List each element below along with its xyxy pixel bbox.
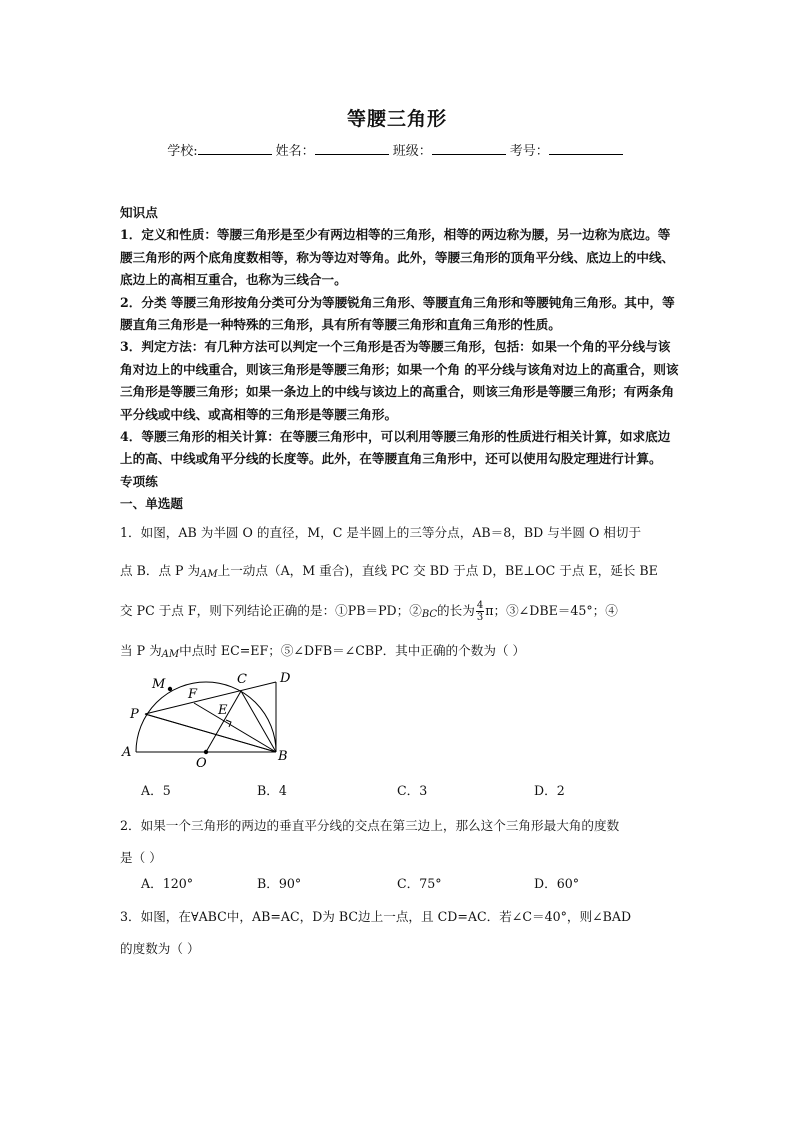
class-blank[interactable]: [432, 142, 506, 155]
q1-line-1: 1．如图，AB 为半圆 O 的直径，M，C 是半圆上的三等分点，AB＝8，BD 与半圆 O 相切于: [120, 525, 642, 540]
name-label: 姓名：: [275, 144, 315, 159]
q1-line-2: 点 B．点 P 为AM上一动点（A，M 重合)，直线 PC 交 BD 于点 D，BE⊥OC 于点 E，延长 BE: [120, 552, 680, 592]
knowledge-item-3: 3．判定方法：有几种方法可以判定一个三角形是否为等腰三角形，包括：如果一个角的平分线与该角对边上的中线重合，则该三角形是等腰三角形；如果一个角 的平分线与该角对边上的高重合，则该三角形是等腰三角形；如果一条边上的中线与该边上的高重合，则该三角形是等腰三角形；有两条角平分线或中线、或高相等的三角形是等腰三角形。: [120, 339, 679, 422]
q2-option-c[interactable]: C．75°: [397, 876, 442, 891]
knowledge-item-2: 2．分类 等腰三角形按角分类可分为等腰锐角三角形、等腰直角三角形和等腰钝角三角形。其中，等腰直角三角形是一种特殊的三角形，具有所有等腰三角形和直角三角形的性质。: [120, 294, 675, 333]
label-c: C: [237, 672, 247, 687]
knowledge-item-1: 1．定义和性质：等腰三角形是至少有两边相等的三角形，相等的两边称为腰，另一边称为底边。等腰三角形的两个底角度数相等，称为等边对等角。此外，等腰三角形的顶角平分线、底边上的中线、底边上的高相互重合，也称为三线合一。: [120, 227, 675, 288]
q1-option-a[interactable]: A．5: [141, 783, 171, 798]
q2-line-1: 2．如果一个三角形的两边的垂直平分线的交点在第三边上，那么这个三角形最大角的度数: [120, 818, 620, 833]
q1-line-3: 交 PC 于点 F，则下列结论正确的是：①PB＝PD；②BC的长为 $\frac{4}{3}$ π；③∠DBE＝45°；④: [120, 592, 680, 632]
label-e: E: [218, 703, 228, 718]
label-f: F: [188, 687, 198, 702]
q1-option-c[interactable]: C．3: [397, 783, 428, 798]
fraction-4-3: $\frac{4}{3}$: [476, 600, 484, 623]
q2-option-b[interactable]: B．90°: [257, 876, 302, 891]
number-label: 考号：: [509, 144, 549, 159]
q3-line-1: 3．如图，在∀ABC中，AB=AC，D为 BC边上一点，且 CD=AC．若∠C＝40°，则∠BAD: [120, 909, 632, 924]
q2-option-a[interactable]: A．120°: [141, 876, 194, 891]
class-label: 班级：: [392, 144, 432, 159]
number-blank[interactable]: [549, 142, 623, 155]
arc-bc: BC: [421, 609, 438, 620]
label-m: M: [152, 677, 166, 692]
question-3: [120, 901, 680, 965]
point-m: [168, 687, 172, 691]
label-o: O: [196, 756, 207, 771]
q2-line-2: 是（ ）: [120, 850, 162, 865]
question-1: [120, 514, 680, 672]
q1-figure: [118, 666, 308, 772]
page-title: 等腰三角形: [346, 108, 447, 130]
q3-line-2: 的度数为（ ）: [120, 941, 200, 956]
name-blank[interactable]: [315, 142, 389, 155]
line-bf: [194, 703, 276, 752]
label-a: A: [122, 745, 132, 760]
knowledge-section: [120, 202, 680, 516]
question-2: [120, 810, 680, 874]
school-label: 学校:: [167, 144, 198, 159]
arc-am-1: AM: [200, 569, 218, 580]
label-b: B: [278, 749, 288, 764]
arc-am-2: AM: [161, 649, 180, 660]
knowledge-heading: 知识点: [120, 205, 158, 220]
q1-option-b[interactable]: B．4: [257, 783, 287, 798]
school-blank[interactable]: [198, 142, 272, 155]
student-info-line: [0, 140, 794, 159]
point-o: [204, 750, 208, 754]
q1-line-4: 当 P 为AM中点时 EC=EF；⑤∠DFB＝∠CBP．其中正确的个数为（ ）: [120, 632, 680, 672]
line-oc: [206, 691, 241, 752]
knowledge-item-4: 4．等腰三角形的相关计算：在等腰三角形中，可以利用等腰三角形的性质进行相关计算，如求底边上的高、中线或角平分线的长度等。此外，在等腰直角三角形中，还可以使用勾股定理进行计算。: [120, 429, 671, 467]
q2-option-d[interactable]: D．60°: [534, 876, 580, 891]
section-heading: 一、单选题: [120, 496, 183, 512]
label-p: P: [130, 707, 139, 722]
label-d: D: [280, 671, 291, 686]
q1-option-d[interactable]: D．2: [534, 783, 565, 798]
line-ad: [145, 714, 276, 752]
practice-heading: 专项练: [120, 473, 158, 489]
